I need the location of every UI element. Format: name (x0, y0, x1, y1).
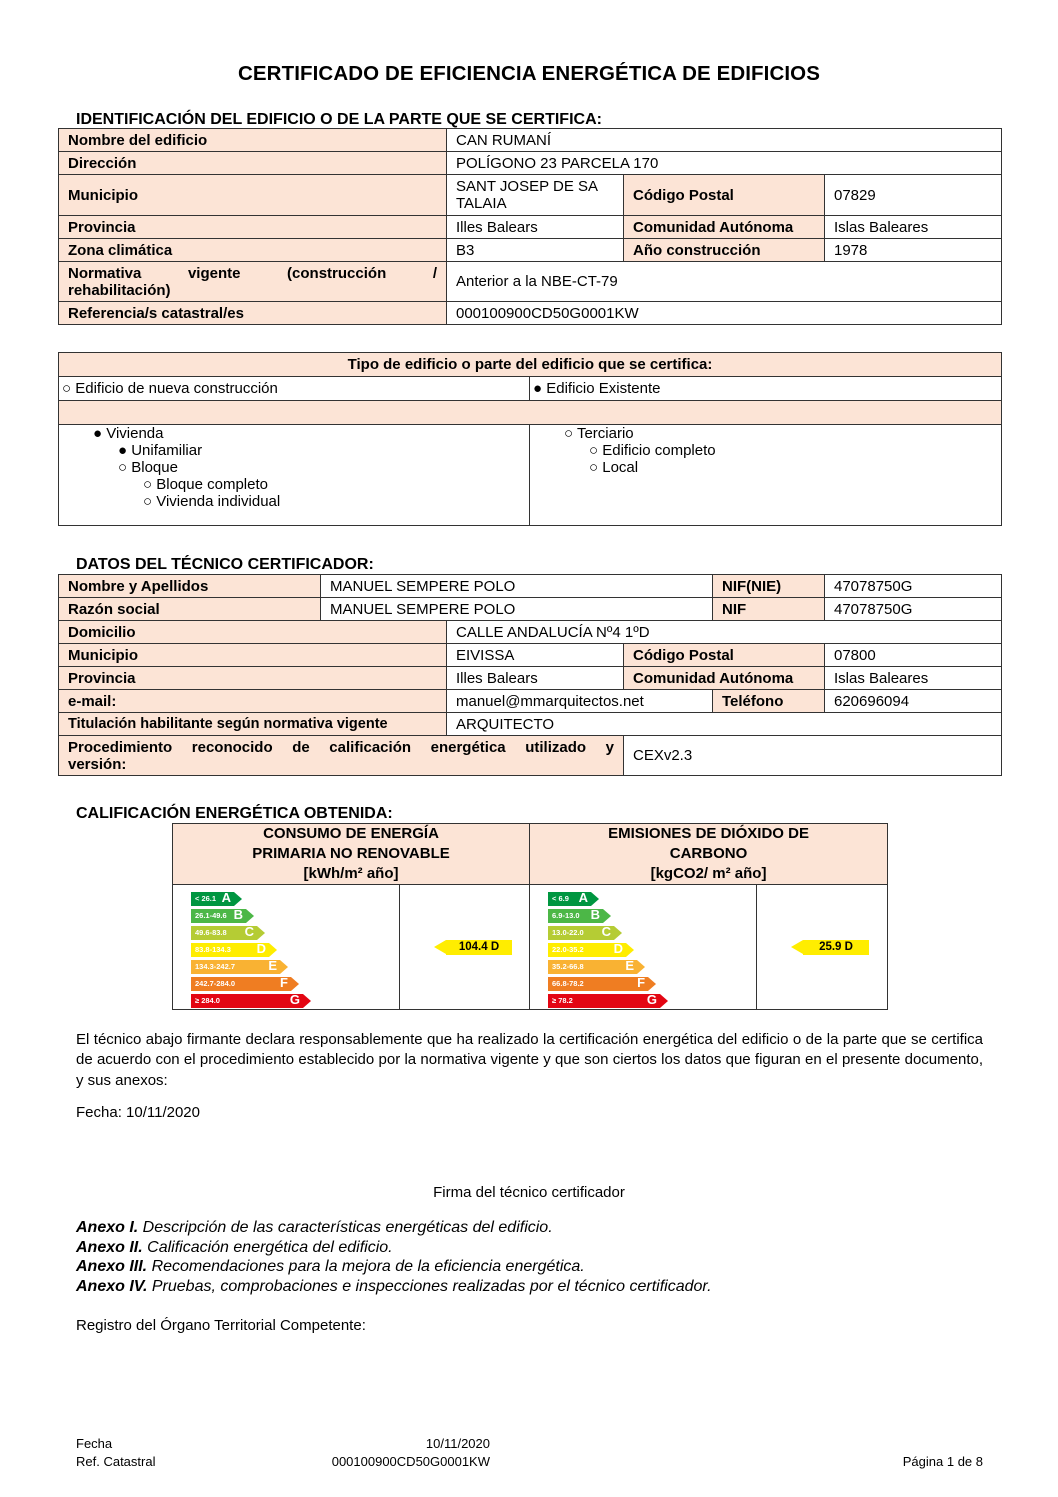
anexos-list (76, 1218, 712, 1296)
document-title: CERTIFICADO DE EFICIENCIA ENERGÉTICA DE EDIFICIOS (238, 62, 820, 85)
bar-b: 26.1-49.6 B (191, 909, 246, 923)
label: Municipio (59, 644, 447, 667)
identificacion-table (58, 128, 1002, 325)
firma-label: Firma del técnico certificador (433, 1184, 625, 1201)
label: Nombre y Apellidos (59, 575, 321, 598)
label: e-mail: (59, 690, 447, 713)
label: Teléfono (713, 690, 825, 713)
radio-local: ○ Local (589, 459, 639, 476)
page-number: Página 1 de 8 (902, 1454, 983, 1469)
value: CEXv2.3 (624, 736, 1002, 776)
bar-f: 66.8-78.2 F (548, 977, 648, 991)
anexo-item: Anexo III. Recomendaciones para la mejora de la eficiencia energética. (76, 1258, 585, 1276)
value: 07800 (825, 644, 1002, 667)
value: SANT JOSEP DE SA TALAIA (447, 175, 624, 216)
value: Illes Balears (447, 216, 624, 239)
consumo-indicator: 104.4 D (446, 940, 512, 955)
value: 07829 (825, 175, 1002, 216)
registro-label: Registro del Órgano Territorial Competente: (76, 1317, 366, 1334)
value: 000100900CD50G0001KW (447, 302, 1002, 325)
section-title-tecnico: DATOS DEL TÉCNICO CERTIFICADOR: (76, 556, 374, 573)
value: 47078750G (825, 575, 1002, 598)
tipo-edificio-table (58, 352, 1002, 526)
value: CAN RUMANÍ (447, 129, 1002, 152)
radio-bloque-completo: ○ Bloque completo (143, 476, 268, 493)
radio-edificio-completo: ○ Edificio completo (589, 442, 716, 459)
value: B3 (447, 239, 624, 262)
radio-vivienda-individual: ○ Vivienda individual (143, 493, 281, 510)
radio-bloque: ○ Bloque (118, 459, 178, 476)
bar-a: < 6.9 A (548, 892, 591, 906)
radio-edificio-existente: ● Edificio Existente (530, 377, 1002, 401)
radio-unifamiliar: ● Unifamiliar (118, 442, 203, 459)
value: MANUEL SEMPERE POLO (321, 598, 713, 621)
label: Titulación habilitante según normativa vigente (59, 713, 447, 736)
footer-ref-label: Ref. Catastral (76, 1454, 156, 1469)
anexo-item: Anexo I. Descripción de las características energéticas del edificio. (76, 1219, 553, 1236)
bar-d: 22.0-35.2 D (548, 943, 626, 957)
value: 620696094 (825, 690, 1002, 713)
radio-terciario: ○ Terciario (564, 425, 634, 442)
value: Islas Baleares (825, 216, 1002, 239)
footer-fecha-label: Fecha (76, 1436, 113, 1451)
section-title-calificacion: CALIFICACIÓN ENERGÉTICA OBTENIDA: (76, 805, 393, 822)
value: Anterior a la NBE-CT-79 (447, 262, 1002, 302)
bar-g: ≥ 284.0 G (191, 994, 303, 1008)
value: 1978 (825, 239, 1002, 262)
label: Provincia (59, 216, 447, 239)
label: Comunidad Autónoma (624, 216, 825, 239)
footer-ref-value: 000100900CD50G0001KW (331, 1454, 490, 1469)
label: Año construcción (624, 239, 825, 262)
value: Illes Balears (447, 667, 624, 690)
label: NIF(NIE) (713, 575, 825, 598)
tipo-spacer (59, 401, 1002, 425)
label: Provincia (59, 667, 447, 690)
anexo-item: Anexo IV. Pruebas, comprobaciones e inspecciones realizadas por el técnico certificador. (76, 1277, 712, 1295)
bar-f: 242.7-284.0 F (191, 977, 291, 991)
value: Islas Baleares (825, 667, 1002, 690)
section-title-identificacion: IDENTIFICACIÓN DEL EDIFICIO O DE LA PARTE QUE SE CERTIFICA: (76, 111, 602, 128)
label: Razón social (59, 598, 321, 621)
label: Municipio (59, 175, 447, 216)
consumo-header: CONSUMO DE ENERGÍA PRIMARIA NO RENOVABLE [kWh/m² año] (173, 824, 530, 885)
label: NIF (713, 598, 825, 621)
label: Comunidad Autónoma (624, 667, 825, 690)
label: Procedimiento reconocido de calificación energética utilizado y versión: (59, 736, 624, 776)
email-value: manuel@mmarquitectos.net (447, 690, 713, 713)
bar-e: 35.2-66.8 E (548, 960, 637, 974)
label: Domicilio (59, 621, 447, 644)
bar-b: 6.9-13.0 B (548, 909, 603, 923)
footer-fecha-value: 10/11/2020 (425, 1436, 490, 1451)
anexo-item: Anexo II. Calificación energética del edificio. (76, 1238, 393, 1256)
consumo-scale (182, 885, 390, 1005)
declaracion-text: El técnico abajo firmante declara responsablemente que ha realizado la certificación energética del edificio o de la parte que se certifica de acuerdo con el procedimiento establecido por la normativa vigente y que son ciertos los datos que figuran en el presente documento, y sus anexos: (76, 1031, 983, 1089)
calificacion-table (172, 823, 888, 1010)
label: Nombre del edificio (59, 129, 447, 152)
bar-a: < 26.1 A (191, 892, 234, 906)
label: Referencia/s catastral/es (59, 302, 447, 325)
label: Código Postal (624, 175, 825, 216)
bar-g: ≥ 78.2 G (548, 994, 660, 1008)
bar-e: 134.3-242.7 E (191, 960, 280, 974)
bar-c: 13.0-22.0 C (548, 926, 614, 940)
label: Zona climática (59, 239, 447, 262)
emisiones-indicator: 25.9 D (803, 940, 869, 955)
label: Dirección (59, 152, 447, 175)
label: Normativa vigente (construcción / rehabilitación) (59, 262, 447, 302)
tipo-header: Tipo de edificio o parte del edificio que se certifica: (59, 353, 1002, 377)
tecnico-table (58, 574, 1002, 776)
value: EIVISSA (447, 644, 624, 667)
radio-nueva-construccion: ○ Edificio de nueva construcción (59, 377, 530, 401)
bar-c: 49.6-83.8 C (191, 926, 257, 940)
value: MANUEL SEMPERE POLO (321, 575, 713, 598)
bar-d: 83.8-134.3 D (191, 943, 269, 957)
value: ARQUITECTO (447, 713, 1002, 736)
label: Código Postal (624, 644, 825, 667)
value: POLÍGONO 23 PARCELA 170 (447, 152, 1002, 175)
radio-vivienda: ● Vivienda (93, 425, 164, 442)
emisiones-header: EMISIONES DE DIÓXIDO DE CARBONO [kgCO2/ m² año] (530, 824, 888, 885)
fecha-line: Fecha: 10/11/2020 (76, 1104, 200, 1121)
value: 47078750G (825, 598, 1002, 621)
emisiones-scale (539, 885, 747, 1005)
value: CALLE ANDALUCÍA Nº4 1ºD (447, 621, 1002, 644)
